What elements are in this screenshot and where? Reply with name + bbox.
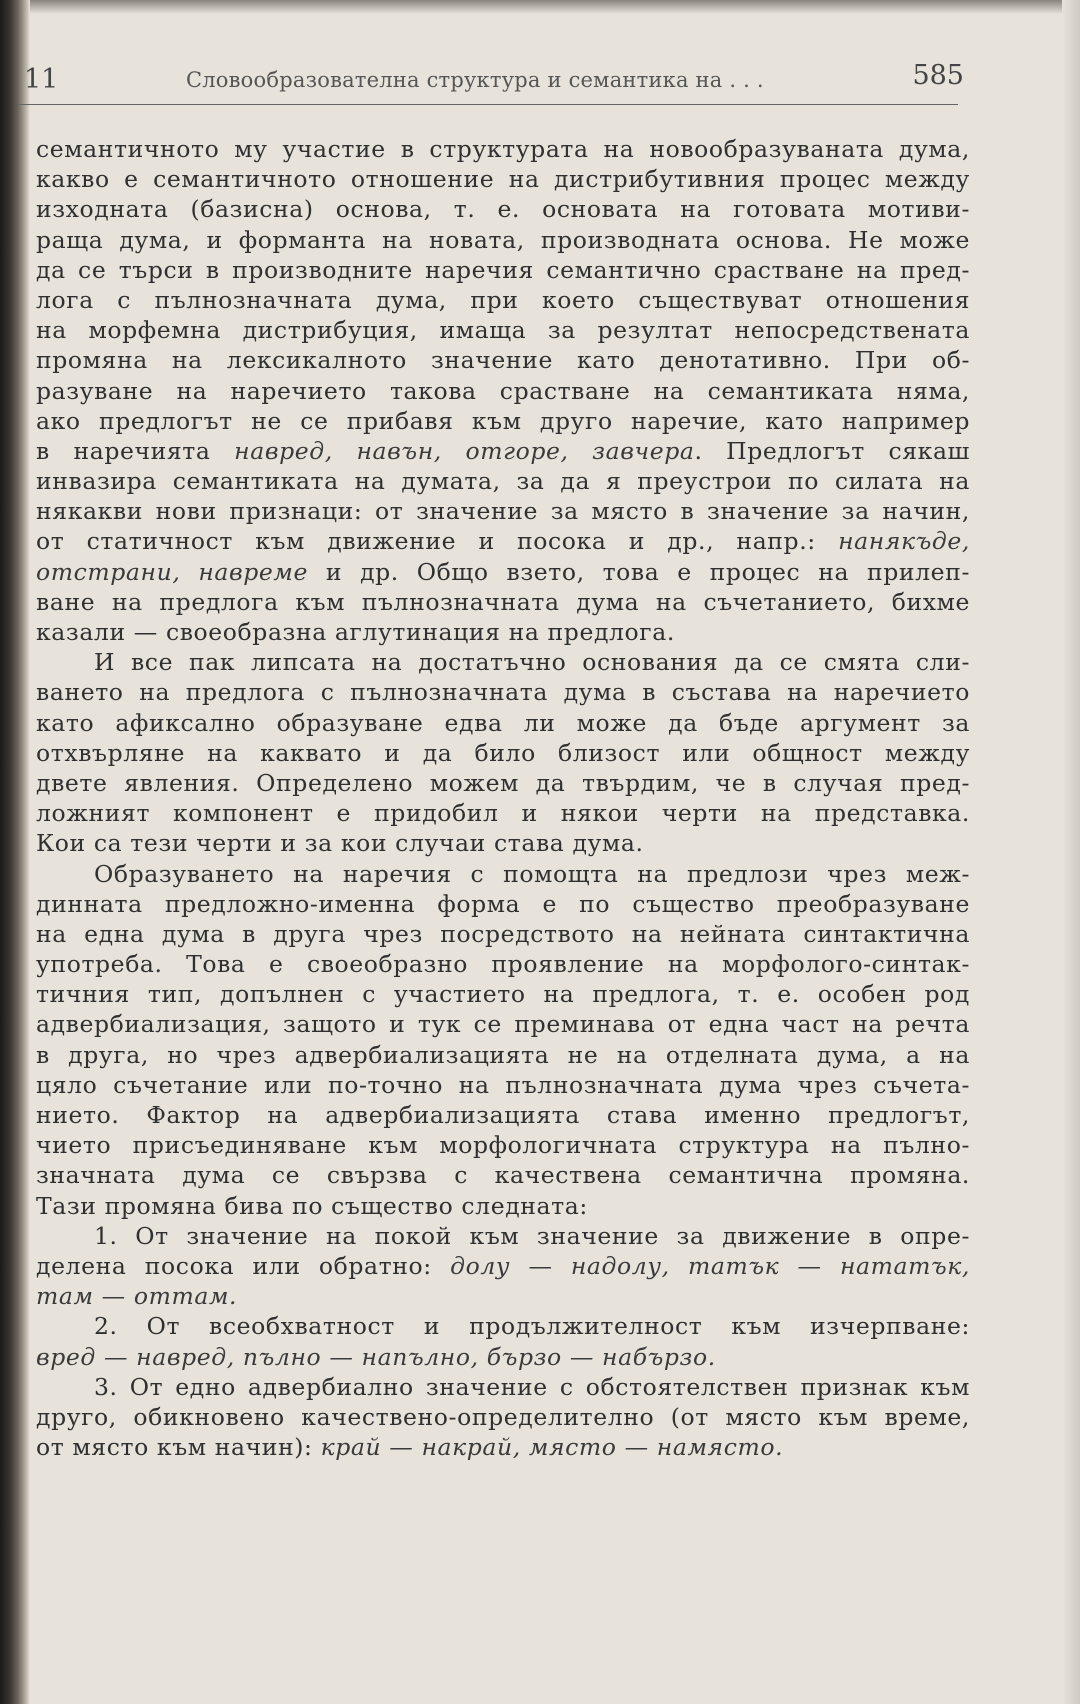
- italic-example: край — накрай, място — намясто.: [320, 1433, 784, 1462]
- text-line: [36, 1070, 970, 1100]
- scan-right-edge: [1062, 0, 1080, 1704]
- text-line: [36, 828, 970, 858]
- text-line: [36, 496, 970, 526]
- text-segment: . Предлогът сякаш: [694, 436, 970, 465]
- text-segment: значната дума се свързва с качествена семантична промяна.: [36, 1161, 970, 1190]
- text-line: [36, 285, 970, 315]
- text-line: [36, 979, 970, 1009]
- chapter-number: 11: [24, 64, 59, 95]
- text-line: [36, 1191, 970, 1221]
- text-line: [36, 587, 970, 617]
- text-segment: в друга, но чрез адвербиализацията не на отделната дума, а на: [36, 1040, 970, 1069]
- text-segment: адвербиализация, защото и тук се преминава от една част на речта: [36, 1010, 970, 1039]
- text-line: [36, 708, 970, 738]
- text-line: [36, 1372, 970, 1402]
- italic-example: нанякъде,: [838, 527, 970, 556]
- text-segment: употреба. Това е своеобразно проявление на морфолого-синтак-: [36, 950, 970, 979]
- text-line: [36, 255, 970, 285]
- book-binding-edge: [0, 0, 30, 1704]
- text-segment: какво е семантичното отношение на дистрибутивния процес между: [36, 165, 970, 194]
- text-line: [36, 436, 970, 466]
- text-segment: раща дума, и форманта на новата, производната основа. Не може: [36, 225, 970, 254]
- running-title: Словообразователна структура и семантика на . . .: [186, 68, 764, 92]
- text-line: [36, 1160, 970, 1190]
- italic-example: навред, навън, отгоре, завчера: [234, 436, 695, 465]
- text-line: [36, 1130, 970, 1160]
- italic-example: там — оттам.: [36, 1282, 238, 1311]
- text-segment: разуване на наречието такова срастване на семантиката няма,: [36, 376, 970, 405]
- text-line: [36, 164, 970, 194]
- text-segment: някакви нови признаци: от значение за място в значение за начин,: [36, 497, 970, 526]
- text-line: [36, 1040, 970, 1070]
- text-segment: промяна на лексикалното значение като денотативно. При об-: [36, 346, 970, 375]
- text-line: [36, 949, 970, 979]
- text-line: [36, 1221, 970, 1251]
- page-header: [24, 56, 964, 106]
- text-line: [36, 647, 970, 677]
- text-segment: като афиксално образуване едва ли може да бъде аргумент за: [36, 708, 970, 737]
- text-line: [36, 1281, 970, 1311]
- text-line: [36, 919, 970, 949]
- text-segment: от статичност към движение и посока и др., напр.:: [36, 527, 839, 556]
- text-segment: на морфемна дистрибуция, имаща за резултат непосредствената: [36, 316, 970, 345]
- text-segment: лога с пълнозначната дума, при което съществуват отношения: [36, 285, 970, 314]
- text-line: [36, 617, 970, 647]
- text-segment: на една дума в друга чрез посредството на нейната синтактична: [36, 919, 970, 948]
- text-line: [36, 315, 970, 345]
- text-segment: 3. От едно адвербиално значение с обстоятелствен признак към: [94, 1372, 970, 1401]
- text-segment: И все пак липсата на достатъчно основания да се смята сли-: [94, 648, 970, 677]
- italic-example: долу — надолу, татък — нататък,: [450, 1251, 970, 1280]
- text-segment: тичния тип, допълнен с участието на предлога, т. е. особен род: [36, 980, 970, 1009]
- text-segment: чието присъединяване към морфологичната структура на пълно-: [36, 1131, 970, 1160]
- text-line: [36, 526, 970, 556]
- text-segment: Тази промяна бива по същество следната:: [36, 1191, 588, 1220]
- text-line: [36, 406, 970, 436]
- body-text: [36, 134, 970, 1462]
- text-segment: казали — своеобразна аглутинация на предлога.: [36, 618, 675, 646]
- text-segment: друго, обикновено качествено-определително (от място към време,: [36, 1402, 970, 1431]
- text-segment: цяло съчетание или по-точно на пълнозначната дума чрез съчета-: [36, 1070, 970, 1099]
- text-line: [36, 1402, 970, 1432]
- text-segment: и др. Общо взето, това е процес на прилеп-: [308, 557, 970, 586]
- text-segment: в наречията: [36, 436, 235, 465]
- text-line: [36, 889, 970, 919]
- text-segment: 1. От значение на покой към значение за движение в опре-: [94, 1221, 970, 1250]
- text-line: [36, 768, 970, 798]
- italic-example: вред — навред, пълно — напълно, бързо — набързо.: [36, 1342, 716, 1371]
- page-number: 585: [912, 60, 964, 91]
- text-line: [36, 677, 970, 707]
- text-segment: ване на предлога към пълнозначната дума на съчетанието, бихме: [36, 587, 970, 616]
- text-line: [36, 1100, 970, 1130]
- text-segment: нието. Фактор на адвербиализацията става именно предлогът,: [36, 1101, 970, 1129]
- text-line: [36, 738, 970, 768]
- text-line: [36, 1311, 970, 1341]
- text-line: [36, 225, 970, 255]
- text-line: [36, 1432, 970, 1462]
- text-line: [36, 134, 970, 164]
- text-segment: ако предлогът не се прибавя към друго наречие, като например: [36, 406, 970, 435]
- text-line: [36, 345, 970, 375]
- text-segment: ложният компонент е придобил и някои черти на представка.: [36, 799, 970, 828]
- text-segment: ването на предлога с пълнозначната дума в състава на наречието: [36, 678, 970, 707]
- text-line: [36, 466, 970, 496]
- scan-top-edge: [0, 0, 1080, 14]
- text-segment: 2. От всеобхватност и продължителност към изчерпване:: [94, 1312, 970, 1341]
- text-segment: от място към начин):: [36, 1433, 321, 1462]
- text-segment: Образуването на наречия с помощта на предлози чрез меж-: [94, 859, 970, 888]
- text-line: [36, 859, 970, 889]
- text-line: [36, 1251, 970, 1281]
- text-segment: изходната (базисна) основа, т. е. основата на готовата мотиви-: [36, 195, 970, 224]
- text-line: [36, 1009, 970, 1039]
- text-segment: двете явления. Определено можем да твърдим, че в случая пред-: [36, 768, 970, 797]
- text-segment: динната предложно-именна форма е по същество преобразуване: [36, 889, 970, 918]
- text-segment: отхвърляне на каквато и да било близост или общност между: [36, 738, 970, 767]
- text-segment: делена посока или обратно:: [36, 1251, 451, 1280]
- text-segment: Кои са тези черти и за кои случаи става дума.: [36, 829, 644, 858]
- text-line: [36, 194, 970, 224]
- header-rule: [18, 104, 958, 105]
- text-line: [36, 1342, 970, 1372]
- text-segment: да се търси в производните наречия семантично срастване на пред-: [36, 255, 970, 284]
- text-segment: семантичното му участие в структурата на новообразуваната дума,: [36, 135, 970, 163]
- text-line: [36, 798, 970, 828]
- text-line: [36, 376, 970, 406]
- text-segment: инвазира семантиката на думата, за да я преустрои по силата на: [36, 467, 970, 496]
- text-line: [36, 557, 970, 587]
- italic-example: отстрани, навреме: [36, 557, 309, 586]
